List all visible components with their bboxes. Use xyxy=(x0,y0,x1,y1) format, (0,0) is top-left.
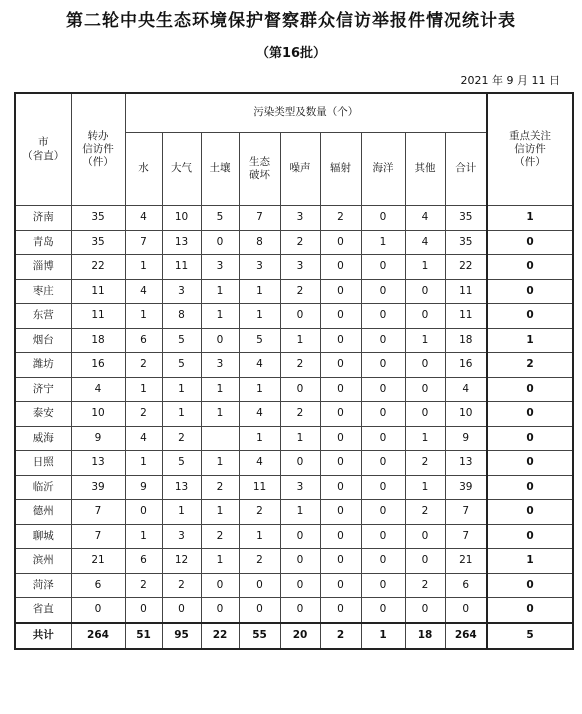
radiation-cell: 0 xyxy=(320,328,361,353)
water-cell: 2 xyxy=(125,573,162,598)
total-cell: 4 xyxy=(445,377,487,402)
noise-cell: 2 xyxy=(280,279,320,304)
other-cell: 4 xyxy=(405,230,445,255)
radiation-cell: 0 xyxy=(320,451,361,476)
city-cell: 潍坊 xyxy=(15,353,71,378)
eco-cell: 11 xyxy=(239,475,280,500)
other-cell: 0 xyxy=(405,524,445,549)
header-pollution-group: 污染类型及数量（个） xyxy=(125,93,487,133)
table-row xyxy=(15,353,573,378)
ocean-cell: 0 xyxy=(361,353,405,378)
radiation-cell: 0 xyxy=(320,475,361,500)
total-cell: 35 xyxy=(445,230,487,255)
city-cell: 淄博 xyxy=(15,255,71,280)
radiation-cell: 0 xyxy=(320,304,361,329)
radiation-cell: 0 xyxy=(320,279,361,304)
soil-cell: 0 xyxy=(201,573,239,598)
noise-cell: 3 xyxy=(280,206,320,231)
ocean-cell: 0 xyxy=(361,500,405,525)
water-cell: 6 xyxy=(125,549,162,574)
eco-cell: 5 xyxy=(239,328,280,353)
other-cell: 1 xyxy=(405,255,445,280)
soil-cell: 1 xyxy=(201,279,239,304)
total-cell: 21 xyxy=(445,549,487,574)
noise-cell: 0 xyxy=(280,304,320,329)
eco-cell: 4 xyxy=(239,402,280,427)
soil-cell xyxy=(201,426,239,451)
ocean-cell: 0 xyxy=(361,475,405,500)
city-cell: 烟台 xyxy=(15,328,71,353)
water-cell: 4 xyxy=(125,426,162,451)
other-cell: 1 xyxy=(405,328,445,353)
noise-cell: 3 xyxy=(280,255,320,280)
total-focus-cell: 5 xyxy=(487,623,573,649)
total-other-cell: 18 xyxy=(405,623,445,649)
focus-cell: 0 xyxy=(487,598,573,623)
soil-cell: 1 xyxy=(201,500,239,525)
water-cell: 1 xyxy=(125,524,162,549)
air-cell: 5 xyxy=(162,328,201,353)
air-cell: 12 xyxy=(162,549,201,574)
eco-cell: 0 xyxy=(239,598,280,623)
radiation-cell: 0 xyxy=(320,402,361,427)
total-radiation-cell: 2 xyxy=(320,623,361,649)
transferred-cell: 7 xyxy=(71,500,125,525)
other-cell: 2 xyxy=(405,573,445,598)
city-cell: 枣庄 xyxy=(15,279,71,304)
transferred-cell: 6 xyxy=(71,573,125,598)
total-total-cell: 264 xyxy=(445,623,487,649)
document-title: 第二轮中央生态环境保护督察群众信访举报件情况统计表 xyxy=(66,11,516,31)
water-cell: 7 xyxy=(125,230,162,255)
water-cell: 0 xyxy=(125,500,162,525)
soil-cell: 1 xyxy=(201,304,239,329)
city-cell: 济南 xyxy=(15,206,71,231)
table-row xyxy=(15,279,573,304)
noise-cell: 0 xyxy=(280,524,320,549)
air-cell: 10 xyxy=(162,206,201,231)
total-cell: 6 xyxy=(445,573,487,598)
transferred-cell: 9 xyxy=(71,426,125,451)
water-cell: 1 xyxy=(125,377,162,402)
focus-cell: 0 xyxy=(487,230,573,255)
radiation-cell: 0 xyxy=(320,598,361,623)
soil-cell: 3 xyxy=(201,353,239,378)
radiation-cell: 0 xyxy=(320,426,361,451)
focus-cell: 0 xyxy=(487,304,573,329)
air-cell: 1 xyxy=(162,377,201,402)
other-cell: 0 xyxy=(405,279,445,304)
focus-cell: 0 xyxy=(487,255,573,280)
air-cell: 3 xyxy=(162,279,201,304)
total-ocean-cell: 1 xyxy=(361,623,405,649)
soil-cell: 2 xyxy=(201,475,239,500)
transferred-cell: 7 xyxy=(71,524,125,549)
water-cell: 1 xyxy=(125,304,162,329)
total-cell: 0 xyxy=(445,598,487,623)
header-focus: 重点关注 信访件 （件） xyxy=(487,93,573,206)
focus-cell: 1 xyxy=(487,328,573,353)
eco-cell: 4 xyxy=(239,451,280,476)
air-cell: 8 xyxy=(162,304,201,329)
total-transferred-cell: 264 xyxy=(71,623,125,649)
eco-cell: 1 xyxy=(239,524,280,549)
transferred-cell: 39 xyxy=(71,475,125,500)
other-cell: 0 xyxy=(405,377,445,402)
ocean-cell: 0 xyxy=(361,573,405,598)
report-date: 2021 年 9 月 11 日 xyxy=(460,74,560,87)
eco-cell: 1 xyxy=(239,426,280,451)
transferred-cell: 22 xyxy=(71,255,125,280)
water-cell: 1 xyxy=(125,255,162,280)
ocean-cell: 0 xyxy=(361,206,405,231)
total-noise-cell: 20 xyxy=(280,623,320,649)
statistics-table xyxy=(14,92,574,650)
focus-cell: 0 xyxy=(487,451,573,476)
focus-cell: 0 xyxy=(487,524,573,549)
noise-cell: 0 xyxy=(280,598,320,623)
total-eco-cell: 55 xyxy=(239,623,280,649)
total-cell: 9 xyxy=(445,426,487,451)
table-row xyxy=(15,304,573,329)
other-cell: 4 xyxy=(405,206,445,231)
header-type-air: 大气 xyxy=(162,133,201,206)
air-cell: 11 xyxy=(162,255,201,280)
ocean-cell: 0 xyxy=(361,255,405,280)
air-cell: 1 xyxy=(162,402,201,427)
transferred-cell: 18 xyxy=(71,328,125,353)
air-cell: 2 xyxy=(162,573,201,598)
city-cell: 威海 xyxy=(15,426,71,451)
focus-cell: 0 xyxy=(487,279,573,304)
total-cell: 22 xyxy=(445,255,487,280)
air-cell: 3 xyxy=(162,524,201,549)
table-body xyxy=(15,206,573,649)
noise-cell: 1 xyxy=(280,426,320,451)
focus-cell: 2 xyxy=(487,353,573,378)
total-cell: 16 xyxy=(445,353,487,378)
noise-cell: 0 xyxy=(280,377,320,402)
other-cell: 0 xyxy=(405,402,445,427)
focus-cell: 1 xyxy=(487,206,573,231)
eco-cell: 3 xyxy=(239,255,280,280)
transferred-cell: 16 xyxy=(71,353,125,378)
ocean-cell: 1 xyxy=(361,230,405,255)
eco-cell: 0 xyxy=(239,573,280,598)
soil-cell: 1 xyxy=(201,377,239,402)
water-cell: 4 xyxy=(125,206,162,231)
focus-cell: 0 xyxy=(487,500,573,525)
radiation-cell: 0 xyxy=(320,524,361,549)
noise-cell: 2 xyxy=(280,353,320,378)
air-cell: 2 xyxy=(162,426,201,451)
eco-cell: 8 xyxy=(239,230,280,255)
total-cell: 18 xyxy=(445,328,487,353)
ocean-cell: 0 xyxy=(361,426,405,451)
ocean-cell: 0 xyxy=(361,524,405,549)
other-cell: 2 xyxy=(405,500,445,525)
total-cell: 39 xyxy=(445,475,487,500)
header-transferred: 转办 信访件 （件） xyxy=(71,93,125,206)
soil-cell: 0 xyxy=(201,328,239,353)
header-type-eco: 生态 破坏 xyxy=(239,133,280,206)
water-cell: 1 xyxy=(125,451,162,476)
batch-subtitle: （第16批） xyxy=(255,46,327,61)
header-type-other: 其他 xyxy=(405,133,445,206)
total-cell: 10 xyxy=(445,402,487,427)
water-cell: 2 xyxy=(125,353,162,378)
other-cell: 0 xyxy=(405,549,445,574)
ocean-cell: 0 xyxy=(361,279,405,304)
soil-cell: 0 xyxy=(201,598,239,623)
eco-cell: 1 xyxy=(239,304,280,329)
other-cell: 0 xyxy=(405,598,445,623)
city-cell: 临沂 xyxy=(15,475,71,500)
noise-cell: 0 xyxy=(280,549,320,574)
other-cell: 0 xyxy=(405,304,445,329)
total-cell: 35 xyxy=(445,206,487,231)
table-row xyxy=(15,549,573,574)
ocean-cell: 0 xyxy=(361,402,405,427)
eco-cell: 1 xyxy=(239,279,280,304)
focus-cell: 0 xyxy=(487,377,573,402)
transferred-cell: 11 xyxy=(71,304,125,329)
air-cell: 5 xyxy=(162,353,201,378)
table-row xyxy=(15,377,573,402)
header-type-ocean: 海洋 xyxy=(361,133,405,206)
table-row xyxy=(15,451,573,476)
soil-cell: 2 xyxy=(201,524,239,549)
transferred-cell: 10 xyxy=(71,402,125,427)
noise-cell: 0 xyxy=(280,451,320,476)
noise-cell: 2 xyxy=(280,402,320,427)
radiation-cell: 0 xyxy=(320,573,361,598)
other-cell: 0 xyxy=(405,353,445,378)
radiation-cell: 0 xyxy=(320,377,361,402)
table-row xyxy=(15,426,573,451)
city-cell: 菏泽 xyxy=(15,573,71,598)
noise-cell: 0 xyxy=(280,573,320,598)
other-cell: 2 xyxy=(405,451,445,476)
city-cell: 日照 xyxy=(15,451,71,476)
table-row xyxy=(15,524,573,549)
header-type-noise: 噪声 xyxy=(280,133,320,206)
noise-cell: 1 xyxy=(280,328,320,353)
total-cell: 11 xyxy=(445,304,487,329)
city-cell: 东营 xyxy=(15,304,71,329)
table-row xyxy=(15,328,573,353)
table-row xyxy=(15,475,573,500)
transferred-cell: 0 xyxy=(71,598,125,623)
total-water-cell: 51 xyxy=(125,623,162,649)
transferred-cell: 21 xyxy=(71,549,125,574)
soil-cell: 1 xyxy=(201,549,239,574)
total-cell: 11 xyxy=(445,279,487,304)
focus-cell: 0 xyxy=(487,426,573,451)
city-cell: 滨州 xyxy=(15,549,71,574)
radiation-cell: 0 xyxy=(320,549,361,574)
other-cell: 1 xyxy=(405,426,445,451)
eco-cell: 2 xyxy=(239,500,280,525)
radiation-cell: 0 xyxy=(320,500,361,525)
city-cell: 省直 xyxy=(15,598,71,623)
water-cell: 6 xyxy=(125,328,162,353)
table-row xyxy=(15,573,573,598)
other-cell: 1 xyxy=(405,475,445,500)
total-soil-cell: 22 xyxy=(201,623,239,649)
water-cell: 9 xyxy=(125,475,162,500)
city-cell: 青岛 xyxy=(15,230,71,255)
focus-cell: 0 xyxy=(487,475,573,500)
eco-cell: 1 xyxy=(239,377,280,402)
air-cell: 0 xyxy=(162,598,201,623)
soil-cell: 0 xyxy=(201,230,239,255)
transferred-cell: 4 xyxy=(71,377,125,402)
total-cell: 7 xyxy=(445,524,487,549)
table-row xyxy=(15,402,573,427)
ocean-cell: 0 xyxy=(361,377,405,402)
header-type-total: 合计 xyxy=(445,133,487,206)
header-type-radiation: 辐射 xyxy=(320,133,361,206)
water-cell: 0 xyxy=(125,598,162,623)
radiation-cell: 2 xyxy=(320,206,361,231)
total-city-cell: 共计 xyxy=(15,623,71,649)
air-cell: 13 xyxy=(162,230,201,255)
focus-cell: 0 xyxy=(487,573,573,598)
city-cell: 济宁 xyxy=(15,377,71,402)
header-city: 市 （省直） xyxy=(15,93,71,206)
header-type-soil: 土壤 xyxy=(201,133,239,206)
radiation-cell: 0 xyxy=(320,353,361,378)
eco-cell: 4 xyxy=(239,353,280,378)
air-cell: 5 xyxy=(162,451,201,476)
radiation-cell: 0 xyxy=(320,255,361,280)
city-cell: 聊城 xyxy=(15,524,71,549)
radiation-cell: 0 xyxy=(320,230,361,255)
air-cell: 13 xyxy=(162,475,201,500)
ocean-cell: 0 xyxy=(361,598,405,623)
soil-cell: 1 xyxy=(201,402,239,427)
noise-cell: 3 xyxy=(280,475,320,500)
totals-row xyxy=(15,623,573,649)
ocean-cell: 0 xyxy=(361,328,405,353)
focus-cell: 0 xyxy=(487,402,573,427)
header-type-water: 水 xyxy=(125,133,162,206)
noise-cell: 1 xyxy=(280,500,320,525)
noise-cell: 2 xyxy=(280,230,320,255)
transferred-cell: 35 xyxy=(71,206,125,231)
transferred-cell: 13 xyxy=(71,451,125,476)
air-cell: 1 xyxy=(162,500,201,525)
transferred-cell: 35 xyxy=(71,230,125,255)
soil-cell: 5 xyxy=(201,206,239,231)
water-cell: 4 xyxy=(125,279,162,304)
eco-cell: 7 xyxy=(239,206,280,231)
total-air-cell: 95 xyxy=(162,623,201,649)
ocean-cell: 0 xyxy=(361,304,405,329)
table-row xyxy=(15,255,573,280)
ocean-cell: 0 xyxy=(361,549,405,574)
table-row xyxy=(15,500,573,525)
total-cell: 13 xyxy=(445,451,487,476)
table-row xyxy=(15,206,573,231)
water-cell: 2 xyxy=(125,402,162,427)
total-cell: 7 xyxy=(445,500,487,525)
table-row xyxy=(15,230,573,255)
transferred-cell: 11 xyxy=(71,279,125,304)
table-row xyxy=(15,598,573,623)
soil-cell: 3 xyxy=(201,255,239,280)
eco-cell: 2 xyxy=(239,549,280,574)
ocean-cell: 0 xyxy=(361,451,405,476)
soil-cell: 1 xyxy=(201,451,239,476)
focus-cell: 1 xyxy=(487,549,573,574)
city-cell: 德州 xyxy=(15,500,71,525)
city-cell: 泰安 xyxy=(15,402,71,427)
